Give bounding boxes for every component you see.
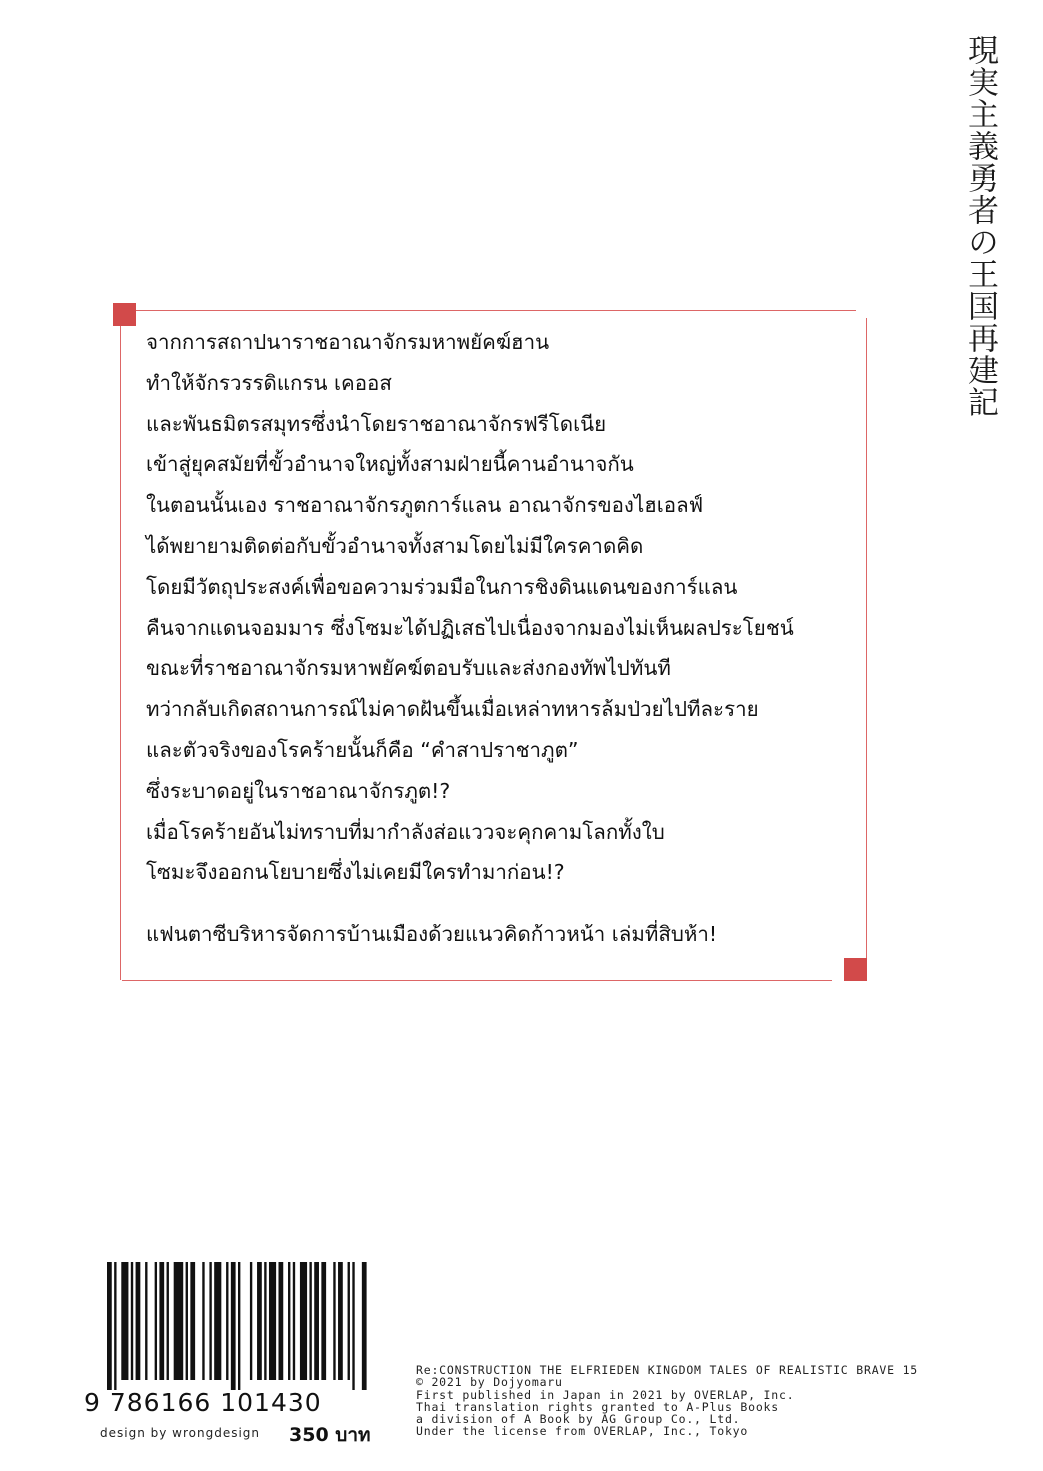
frame-top-line: [128, 310, 856, 311]
barcode-bar: [257, 1262, 262, 1380]
synopsis: [146, 322, 856, 893]
synopsis-line: ในตอนนั้นเอง ราชอาณาจักรภูตการ์แลน อาณาจักรของไฮเอลฟ์: [146, 493, 704, 518]
barcode-bar: [209, 1262, 211, 1380]
corner-square-top-left: [113, 303, 136, 326]
japanese-title: 現実主義勇者の王国再建記: [962, 34, 998, 418]
barcode-bar: [107, 1262, 112, 1390]
barcode-bar: [226, 1262, 228, 1380]
frame-right-line: [866, 318, 867, 958]
synopsis-line: จากการสถาปนาราชอาณาจักรมหาพยัคฆ์ฮาน: [146, 330, 550, 354]
barcode-bar: [264, 1262, 266, 1380]
barcode-bar: [167, 1262, 169, 1380]
isbn-barcode: [107, 1262, 369, 1390]
copyright-line: Thai translation rights granted to A-Plus Books: [416, 1399, 780, 1414]
copyright-line: © 2021 by Dojyomaru: [416, 1375, 563, 1390]
barcode-bar: [352, 1262, 354, 1390]
barcode-bar: [309, 1262, 311, 1380]
synopsis-line: เมื่อโรคร้ายอันไม่ทราบที่มากำลังส่อแววจะคุกคามโลกทั้งใบ: [146, 819, 665, 844]
barcode-bar: [333, 1262, 335, 1380]
barcode-bar: [250, 1262, 252, 1380]
corner-square-bottom-right: [844, 958, 867, 981]
tagline: แฟนตาซีบริหารจัดการบ้านเมืองด้วยแนวคิดก้าวหน้า เล่มที่สิบห้า!: [146, 922, 718, 946]
frame-bottom-line: [122, 980, 832, 981]
barcode-bar: [159, 1262, 164, 1380]
design-credit: design by wrongdesign: [100, 1426, 261, 1440]
synopsis-line: ขณะที่ราชอาณาจักรมหาพยัคฆ์ตอบรับและส่งกองทัพไปทันที: [146, 656, 671, 681]
price: 350 บาท: [289, 1424, 371, 1446]
synopsis-line: ได้พยายามติดต่อกับขั้วอำนาจทั้งสามโดยไม่มีใครคาดคิด: [146, 533, 644, 558]
barcode-bar: [202, 1262, 204, 1380]
barcode-bar: [121, 1262, 128, 1380]
synopsis-line: คืนจากแดนจอมมาร ซึ่งโซมะได้ปฏิเสธไปเนื่องจากมองไม่เห็นผลประโยชน์: [146, 615, 794, 640]
copyright-block: [416, 1364, 918, 1438]
barcode-bar: [136, 1262, 141, 1380]
synopsis-line: ซึ่งระบาดอยู่ในราชอาณาจักรภูต!?: [146, 778, 451, 803]
frame-left-line: [120, 318, 121, 980]
barcode-bar: [338, 1262, 343, 1380]
barcode-bar: [348, 1262, 350, 1380]
barcode-bar: [300, 1262, 307, 1380]
barcode-bar: [362, 1262, 367, 1390]
barcode-bar: [231, 1262, 236, 1390]
barcode-bar: [145, 1262, 147, 1380]
barcode-bar: [321, 1262, 326, 1380]
barcode-bar: [214, 1262, 221, 1380]
barcode-bar: [293, 1262, 295, 1380]
barcode-bar: [278, 1262, 283, 1380]
barcode-bar: [288, 1262, 290, 1380]
synopsis-line: ทำให้จักรวรรดิแกรน เคออส: [146, 370, 392, 395]
synopsis-line: เข้าสู่ยุคสมัยที่ขั้วอำนาจใหญ่ทั้งสามฝ่ายนี้คานอำนาจกัน: [146, 452, 634, 477]
synopsis-line: และพันธมิตรสมุทรซึ่งนำโดยราชอาณาจักรฟรีโดเนีย: [146, 411, 607, 436]
copyright-line: Under the license from OVERLAP, Inc., Tokyo: [416, 1424, 749, 1439]
barcode-bar: [190, 1262, 195, 1380]
copyright-line: Re:CONSTRUCTION THE ELFRIEDEN KINGDOM TALES OF REALISTIC BRAVE 15: [416, 1363, 919, 1377]
barcode-bar: [186, 1262, 188, 1380]
barcode-bar: [314, 1262, 319, 1380]
isbn-number: 9 786166 101430: [84, 1388, 322, 1417]
barcode-bar: [238, 1262, 240, 1390]
synopsis-line: โดยมีวัตถุประสงค์เพื่อขอความร่วมมือในการชิงดินแดนของการ์แลน: [146, 574, 738, 599]
copyright-line: First published in Japan in 2021 by OVERLAP, Inc.: [416, 1387, 795, 1402]
copyright-line: a division of A Book by AG Group Co., Ltd.: [416, 1412, 741, 1427]
barcode-bar: [114, 1262, 116, 1390]
barcode-bar: [269, 1262, 276, 1380]
synopsis-line: ทว่ากลับเกิดสถานการณ์ไม่คาดฝันขึ้นเมื่อเหล่าทหารล้มป่วยไปทีละราย: [146, 697, 759, 722]
barcode-bar: [155, 1262, 157, 1380]
barcode-bar: [174, 1262, 184, 1380]
barcode-bar: [131, 1262, 133, 1380]
synopsis-line: โซมะจึงออกนโยบายซึ่งไม่เคยมีใครทำมาก่อน!?: [146, 860, 565, 885]
synopsis-line: และตัวจริงของโรคร้ายนั้นก็คือ “คำสาปราชาภูต”: [146, 737, 579, 762]
